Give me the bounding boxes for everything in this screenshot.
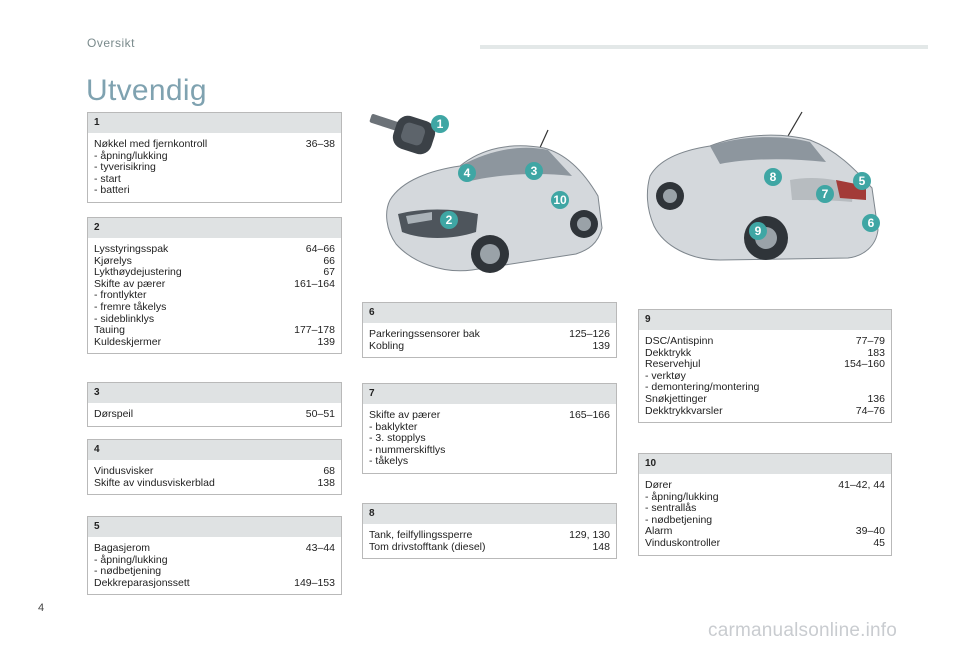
section-header: Oversikt: [87, 36, 136, 50]
row-label: Lysstyringsspak: [94, 243, 169, 255]
row-pages: 77–79: [855, 335, 885, 347]
callout-10: [551, 191, 569, 209]
box-subitem: - åpning/lukking: [645, 490, 719, 503]
box-row: [369, 542, 610, 554]
box-header: 6: [363, 303, 616, 323]
row-label: Bagasjerom: [94, 542, 151, 554]
row-pages: 154–160: [844, 358, 885, 371]
info-box-8: [362, 503, 617, 559]
callout-2: [440, 211, 458, 229]
box-subitem: - demontering/montering: [645, 381, 760, 394]
watermark: carmanualsonline.info: [708, 620, 898, 641]
row-pages: 67: [323, 266, 335, 279]
box-row: [645, 394, 885, 406]
box-row: [645, 538, 885, 550]
box-body: [363, 404, 616, 473]
front-car-illustration: [362, 104, 612, 288]
rear-car-illustration: [640, 110, 890, 282]
row-label: Skifte av vindusviskerblad: [94, 476, 215, 489]
info-box-3: [87, 382, 342, 427]
box-body: [88, 238, 341, 353]
row-label: Kjørelys: [94, 254, 132, 267]
box-subitem: - nummerskiftlys: [369, 443, 446, 456]
svg-text:3: 3: [530, 164, 538, 178]
svg-text:4: 4: [463, 166, 471, 180]
svg-text:8: 8: [769, 170, 777, 184]
box-header: 3: [88, 383, 341, 403]
row-label: Tauing: [94, 324, 125, 337]
box-subitem: - baklykter: [369, 420, 418, 433]
row-label: Vinduskontroller: [645, 536, 721, 549]
box-header: 2: [88, 218, 341, 238]
row-label: Vindusvisker: [94, 465, 154, 477]
box-row: [94, 244, 335, 256]
box-subitem: - åpning/lukking: [94, 553, 168, 566]
info-box-4: [87, 439, 342, 495]
row-label: Dekkreparasjonssett: [94, 576, 190, 589]
info-box-9: [638, 309, 892, 423]
info-box-5: [87, 516, 342, 595]
row-label: Parkeringssensorer bak: [369, 328, 480, 340]
row-label: Dører: [645, 479, 672, 491]
box-row: [94, 578, 335, 590]
box-body: [88, 133, 341, 202]
page-number: 4: [38, 602, 45, 614]
row-pages: 41–42, 44: [838, 479, 885, 491]
callout-7: [816, 185, 834, 203]
row-pages: 136: [867, 392, 885, 405]
box-header: 4: [88, 440, 341, 460]
svg-text:6: 6: [867, 216, 875, 230]
row-label: Skifte av pærer: [94, 277, 166, 290]
callout-8: [764, 168, 782, 186]
box-subitem: - nødbetjening: [94, 565, 162, 578]
box-row: [94, 409, 335, 421]
page-title: Utvendig: [86, 74, 207, 107]
info-box-2: [87, 217, 342, 354]
row-pages: 138: [317, 476, 335, 489]
row-label: Dekktrykk: [645, 346, 692, 359]
box-subitem: - 3. stopplys: [369, 432, 426, 445]
key-icon: [369, 113, 438, 158]
box-body: [88, 537, 341, 594]
box-header: 10: [639, 454, 891, 474]
row-pages: 139: [317, 335, 335, 348]
row-pages: 149–153: [294, 576, 335, 589]
info-box-6: [362, 302, 617, 358]
row-pages: 68: [323, 465, 335, 477]
svg-text:7: 7: [821, 187, 829, 201]
box-row: [94, 466, 335, 478]
box-row: [94, 478, 335, 490]
box-subitem: - start: [94, 172, 121, 185]
box-body: [363, 524, 616, 558]
box-row: [645, 336, 885, 348]
row-pages: 43–44: [305, 542, 335, 554]
row-pages: 45: [873, 536, 885, 549]
box-row: [94, 543, 335, 555]
row-label: Snøkjettinger: [645, 392, 707, 405]
row-pages: 66: [323, 254, 335, 267]
row-pages: 165–166: [569, 409, 610, 421]
row-label: Reservehjul: [645, 358, 701, 371]
box-row: [369, 410, 610, 422]
callout-3: [525, 162, 543, 180]
row-pages: 148: [592, 540, 610, 553]
row-pages: 129, 130: [569, 529, 610, 541]
callout-9: [749, 222, 767, 240]
box-body: [88, 403, 341, 426]
box-row: [369, 530, 610, 542]
row-label: DSC/Antispinn: [645, 335, 714, 347]
box-header: 7: [363, 384, 616, 404]
info-box-7: [362, 383, 617, 474]
row-label: Tom drivstofftank (diesel): [369, 540, 486, 553]
box-row: [94, 325, 335, 337]
callout-5: [853, 172, 871, 190]
row-label: Dekktrykkvarsler: [645, 404, 723, 417]
row-label: Nøkkel med fjernkontroll: [94, 138, 208, 150]
svg-text:1: 1: [436, 117, 444, 131]
row-pages: 125–126: [569, 328, 610, 340]
callout-4: [458, 164, 476, 182]
svg-text:10: 10: [553, 193, 567, 207]
box-row: [645, 406, 885, 418]
box-body: [639, 474, 891, 555]
box-header: 9: [639, 310, 891, 330]
header-rule: [480, 45, 928, 49]
callout-1: [431, 115, 449, 133]
box-subitem: - sideblinklys: [94, 312, 155, 325]
box-row: [94, 337, 335, 349]
row-label: Kobling: [369, 339, 405, 352]
svg-text:9: 9: [754, 224, 762, 238]
row-pages: 177–178: [294, 324, 335, 337]
box-subitem: - nødbetjening: [645, 513, 713, 526]
box-row: [369, 329, 610, 341]
row-label: Skifte av pærer: [369, 409, 441, 421]
callout-6: [862, 214, 880, 232]
row-pages: 36–38: [305, 138, 335, 150]
row-label: Alarm: [645, 525, 673, 538]
box-body: [88, 460, 341, 494]
row-label: Lykthøydejustering: [94, 266, 182, 279]
box-subitem: - frontlykter: [94, 289, 147, 302]
box-subitem: - verktøy: [645, 369, 686, 382]
info-box-1: [87, 112, 342, 203]
info-box-10: [638, 453, 892, 556]
box-header: 1: [88, 113, 341, 133]
box-header: 5: [88, 517, 341, 537]
box-subitem: - tåkelys: [369, 455, 409, 468]
svg-text:5: 5: [858, 174, 866, 188]
row-pages: 64–66: [305, 243, 335, 255]
box-row: [369, 341, 610, 353]
row-label: Kuldeskjermer: [94, 335, 162, 348]
box-subitem: - fremre tåkelys: [94, 300, 167, 313]
box-subitem: - tyverisikring: [94, 161, 156, 174]
box-subitem: - åpning/lukking: [94, 149, 168, 162]
row-pages: 139: [592, 339, 610, 352]
row-pages: 39–40: [855, 525, 885, 538]
box-body: [639, 330, 891, 422]
svg-text:2: 2: [445, 213, 453, 227]
box-row: [645, 480, 885, 492]
box-header: 8: [363, 504, 616, 524]
box-subitem: - batteri: [94, 184, 130, 197]
row-pages: 74–76: [855, 404, 885, 417]
row-pages: 50–51: [305, 408, 335, 420]
row-pages: 183: [867, 346, 885, 359]
box-subitem: - sentrallås: [645, 502, 697, 515]
row-label: Dørspeil: [94, 408, 134, 420]
row-pages: 161–164: [294, 277, 335, 290]
row-label: Tank, feilfyllingssperre: [369, 529, 473, 541]
box-row: [94, 139, 335, 151]
box-body: [363, 323, 616, 357]
